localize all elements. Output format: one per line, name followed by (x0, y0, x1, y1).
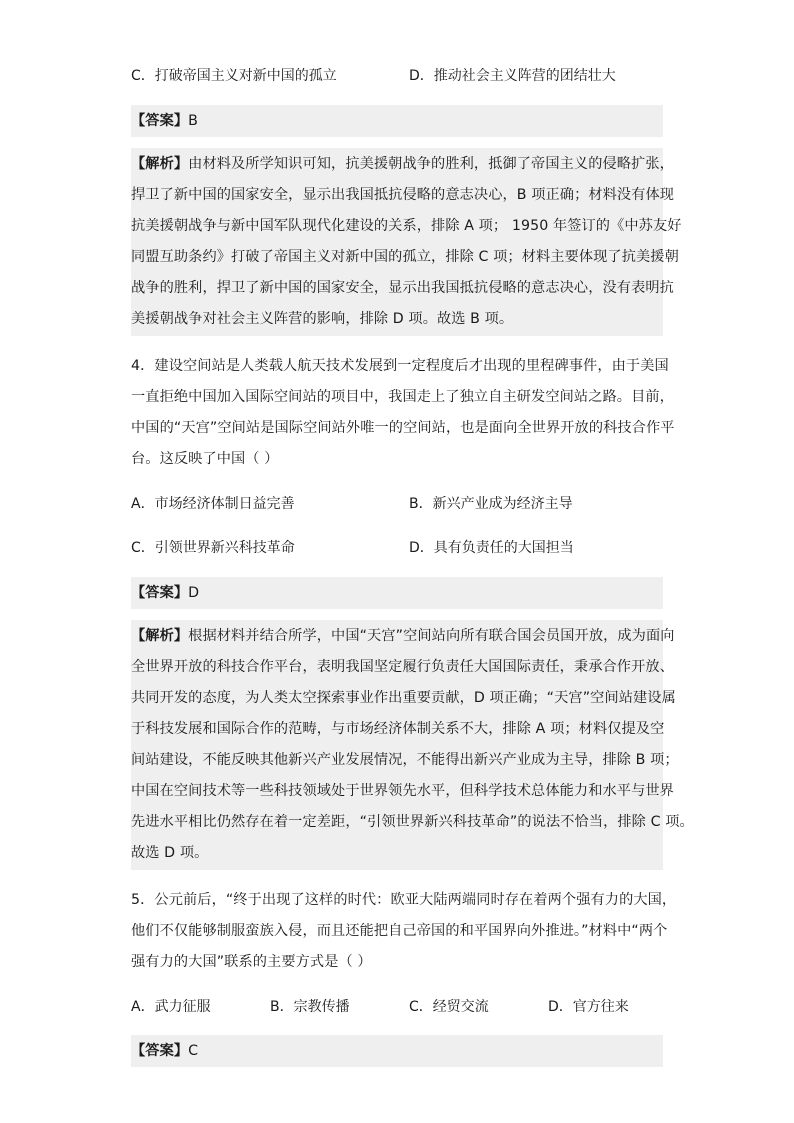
analysis-line: 捍卫了新中国的国家安全，显示出我国抵抗侵略的意志决心，B 项正确；材料没有体现 (131, 187, 675, 203)
analysis-line: 战争的胜利，捍卫了新中国的国家安全，显示出我国抵抗侵略的意志决心，没有表明抗 (131, 280, 674, 296)
analysis-line: 先进水平相比仍然存在着一定差距，“引领世界新兴科技革命”的说法不恰当，排除 C 项。 (131, 814, 694, 830)
analysis-label: 【解析】 (131, 628, 189, 644)
q5-option-a: A．武力征服 (131, 999, 211, 1015)
q5-stem-line: 5．公元前后，“终于出现了这样的时代：欧亚大陆两端同时存在着两个强有力的大国， (131, 892, 677, 908)
analysis-line: 故选 D 项。 (131, 845, 209, 861)
q4-stem-line: 中国的“天宫”空间站是国际空间站外唯一的空间站，也是面向全世界开放的科技合作平 (131, 420, 675, 436)
q5-answer-block (131, 1035, 663, 1067)
answer-value: D (188, 585, 200, 601)
q4-option-d: D．具有负责任的大国担当 (409, 540, 574, 556)
analysis-line: 【解析】根据材料并结合所学，中国“天宫”空间站向所有联合国会员国开放，成为面向 (131, 628, 675, 644)
q3-option-c: C．打破帝国主义对新中国的孤立 (131, 68, 337, 84)
analysis-line: 于科技发展和国际合作的范畴，与市场经济体制关系不大，排除 A 项；材料仅提及空 (131, 721, 665, 737)
q5-option-c: C．经贸交流 (409, 999, 489, 1015)
analysis-line: 间站建设，不能反映其他新兴产业发展情况，不能得出新兴产业成为主导，排除 B 项； (131, 752, 679, 768)
analysis-label: 【解析】 (131, 156, 189, 172)
answer-label: 【答案】 (131, 113, 189, 129)
q3-option-d: D．推动社会主义阵营的团结壮大 (409, 68, 616, 84)
q4-stem-line: 台。这反映了中国（ ） (131, 451, 279, 467)
analysis-line: 中国在空间技术等一些科技领域处于世界领先水平，但科学技术总体能力和水平与世界 (131, 783, 674, 799)
answer-label: 【答案】 (131, 585, 189, 601)
q3-answer-block (131, 105, 663, 137)
q4-option-a: A．市场经济体制日益完善 (131, 496, 295, 512)
analysis-line: 全世界开放的科技合作平台，表明我国坚定履行负责任大国国际责任，秉承合作开放、 (131, 659, 674, 675)
answer-value: C (188, 1043, 199, 1059)
q5-stem-line: 强有力的大国”联系的主要方式是（ ） (131, 954, 372, 970)
analysis-line: 同盟互助条约》打破了帝国主义对新中国的孤立，排除 C 项；材料主要体现了抗美援朝 (131, 249, 679, 265)
q3-analysis-block (131, 148, 663, 336)
analysis-line: 共同开发的态度，为人类太空探索事业作出重要贡献，D 项正确；“天宫”空间站建设属 (131, 690, 676, 706)
q5-option-b: B．宗教传播 (270, 999, 350, 1015)
q4-answer-block (131, 577, 663, 609)
analysis-line: 美援朝战争对社会主义阵营的影响，排除 D 项。故选 B 项。 (131, 311, 514, 327)
q4-stem-line: 4．建设空间站是人类载人航天技术发展到一定程度后才出现的里程碑事件，由于美国 (131, 358, 669, 374)
q5-option-d: D．官方往来 (548, 999, 629, 1015)
q4-option-b: B．新兴产业成为经济主导 (409, 496, 573, 512)
answer-label: 【答案】 (131, 1043, 189, 1059)
q4-stem-line: 一直拒绝中国加入国际空间站的项目中，我国走上了独立自主研发空间站之路。目前， (131, 389, 674, 405)
answer-value: B (188, 113, 198, 129)
analysis-line: 抗美援朝战争与新中国军队现代化建设的关系，排除 A 项； 1950 年签订的《中苏友好 (131, 218, 682, 234)
q5-stem-line: 他们不仅能够制服蛮族入侵，而且还能把自己帝国的和平国界向外推进。”材料中“两个 (131, 923, 668, 939)
analysis-line: 【解析】由材料及所学知识可知，抗美援朝战争的胜利，抵御了帝国主义的侵略扩张， (131, 156, 674, 172)
q4-option-c: C．引领世界新兴科技革命 (131, 540, 295, 556)
